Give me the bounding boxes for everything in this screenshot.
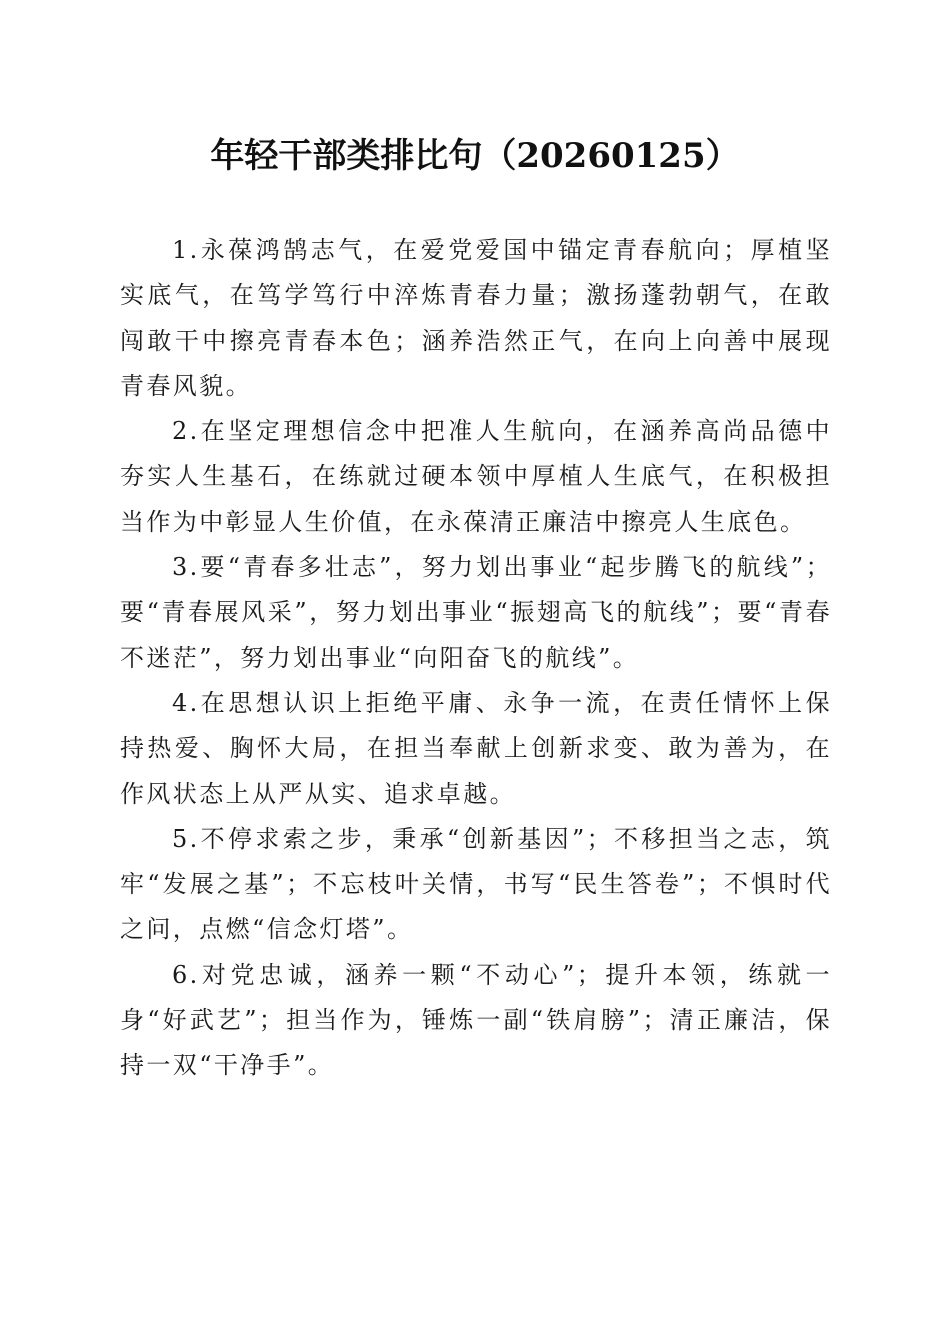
paragraph-2: 2.在坚定理想信念中把准人生航向，在涵养高尚品德中夯实人生基石，在练就过硬本领中厚植人生底气，在积极担当作为中彰显人生价值，在永葆清正廉洁中擦亮人生底色。 <box>120 417 832 536</box>
paragraph-5: 5.不停求索之步，秉承“创新基因”；不移担当之志，筑牢“发展之基”；不忘枝叶关情，书写“民生答卷”；不惧时代之问，点燃“信念灯塔”。 <box>120 824 832 944</box>
paragraph-3: 3.要“青春多壮志”，努力划出事业“起步腾飞的航线”；要“青春展风采”，努力划出事业“振翅高飞的航线”；要“青春不迷茫”，努力划出事业“向阳奋飞的航线”。 <box>120 553 832 672</box>
document-title: 年轻干部类排比句（20260125） <box>210 136 740 176</box>
paragraph-4: 4.在思想认识上拒绝平庸、永争一流，在责任情怀上保持热爱、胸怀大局，在担当奉献上创新求变、敢为善为，在作风状态上从严从实、追求卓越。 <box>120 688 832 808</box>
paragraph-6: 6.对党忠诚，涵养一颗“不动心”；提升本领，练就一身“好武艺”；担当作为，锤炼一副“铁肩膀”；清正廉洁，保持一双“干净手”。 <box>120 960 832 1080</box>
document-body <box>120 228 832 1089</box>
paragraph-1: 1.永葆鸿鹄志气，在爱党爱国中锚定青春航向；厚植坚实底气，在笃学笃行中淬炼青春力量；激扬蓬勃朝气，在敢闯敢干中擦亮青春本色；涵养浩然正气，在向上向善中展现青春风貌。 <box>120 236 832 400</box>
